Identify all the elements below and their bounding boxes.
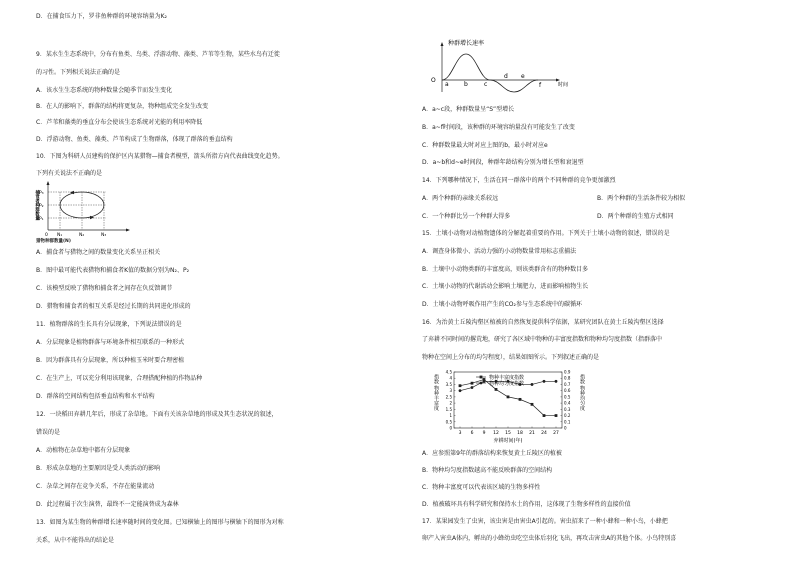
q9-option-a: A．该水生生态系统的物种数量会随季节而发生变化 — [36, 87, 173, 94]
chart16-ytick-left-label: 0 — [449, 425, 452, 431]
fig10-ytick-p3: P₃ — [39, 191, 44, 196]
q16-option-d: D．植被破坏具有科学研究和保持水土的作用，这体现了生物多样性的直接价值 — [422, 501, 631, 508]
chart16-point-evenness — [555, 380, 558, 383]
q14-option-c: C．一个种群比另一个种群大得多 — [422, 213, 511, 220]
fig13-point-c: c — [484, 81, 488, 88]
chart16-ytick-left-label: 4.5 — [445, 369, 452, 375]
q14-option-b: B．两个种群的生活条件较为相似 — [597, 195, 686, 202]
fig13-point-b: b — [464, 81, 468, 88]
q13-option-b: B．a~f时间段，该种群的环境容纳量没有可能发生了改变 — [422, 124, 575, 131]
chart16-point-evenness — [543, 380, 546, 383]
chart16-point-evenness — [483, 380, 486, 383]
q8-option-d: D．在捕食压力下，罗非鱼种群的环境容纳量为K₂ — [36, 13, 167, 20]
fig10-ytick-p1: P₁ — [39, 217, 44, 222]
q12-option-d: D．此过程属于次生演替，最终不一定能演替成为森林 — [36, 501, 179, 508]
chart16-point-evenness — [531, 383, 534, 386]
q9-option-d: D．浮游动物、鱼类、藻类、芦苇构成了生物群落，体现了群落的垂直结构 — [36, 136, 233, 143]
chart16-xtick-label: 24 — [541, 431, 547, 436]
q15-option-d: D．土壤小动物呼吸作用产生的CO₂参与生态系统中的碳循环 — [422, 301, 582, 308]
chart16-point-richness — [519, 398, 522, 401]
fig13-xlabel: 时间 — [558, 82, 569, 88]
q13-option-a: A．a~c段，种群数量呈“S”型增长 — [422, 106, 515, 113]
chart16-ytick-left-label: 3.5 — [445, 381, 452, 387]
fig13-point-d: d — [504, 73, 508, 80]
chart16-point-richness — [531, 403, 534, 406]
q9-option-b: B．在人的影响下，群落的结构将更复杂，物种组成完全发生改变 — [36, 103, 209, 110]
q9-option-c: C．芦苇和藻类的垂直分布会使该生态系统对光能的利用率降低 — [36, 119, 203, 126]
chart16-ytick-left-label: 1 — [449, 413, 452, 419]
q11-option-a: A．分层现象是植物群落与环境条件相互联系的一种形式 — [36, 339, 185, 346]
q13-stem-2: 关系，从中不能得出的结论是 — [36, 537, 115, 544]
chart16-point-richness — [471, 382, 474, 385]
q10-stem-1: 10．下图为科研人员建构的保护区内某猎物—捕食者模型，箭头所指方向代表曲线变化趋势。 — [36, 153, 284, 160]
fig10-xlabel: 猎物种群数量(N) — [36, 239, 71, 244]
q12-stem-2: 错误的是 — [36, 429, 61, 436]
chart16-xtick-label: 27 — [553, 431, 559, 436]
chart16-ytick-right-label: 0.5 — [564, 394, 571, 400]
q17-stem-2: 卵产入害虫A体内，孵出的小蜂幼虫吃空虫体后羽化飞出，再攻击害虫A的其他个体。小鸟特别喜 — [422, 535, 677, 542]
chart16-ytick-right-label: 0.1 — [564, 419, 571, 425]
chart16-ytick-left-label: 2.5 — [445, 394, 452, 400]
chart16-legend-label: 物种丰富度指数 — [489, 374, 525, 381]
q16-stem-2: 了弃耕不同时间的撂荒地，研究了各区域中物种的丰富度指数和物种均匀度指数（指群落中 — [422, 336, 663, 343]
fig10-xtick-n1: N₁ — [57, 233, 63, 238]
chart16-ytick-left-label: 3 — [449, 388, 452, 394]
chart16-point-richness — [543, 414, 546, 417]
chart16-legend-label: 物种均匀度指数 — [489, 380, 525, 387]
q11-option-c: C．在生产上，可以充分利用该现象，合理搭配种植的作物品种 — [36, 375, 203, 382]
q10-stem-2: 下列有关说法不正确的是 — [36, 170, 103, 177]
fig13-point-a: a — [445, 81, 449, 88]
chart16-xtick-label: 15 — [505, 431, 511, 436]
q12-option-a: A．动植物在杂草地中都有分层现象 — [36, 447, 131, 454]
richness-evenness-chart — [432, 366, 592, 446]
chart16-xlabel: 弃耕时间(年) — [493, 438, 523, 444]
q10-option-d: D．猎物和捕食者的相互关系是经过长期的共同进化形成的 — [36, 303, 191, 310]
chart16-ytick-left-label: 2 — [449, 400, 452, 406]
chart16-point-richness — [459, 384, 462, 387]
q15-option-b: B．土壤中小动物类群的丰富度高，则该类群含有的物种数目多 — [422, 266, 589, 273]
fig10-xtick-n2: N₂ — [79, 233, 85, 238]
right-column — [397, 0, 794, 562]
fig13-point-e: e — [521, 73, 525, 80]
chart16-point-richness — [507, 395, 510, 398]
q10-option-c: C．该模型反映了猎物和捕食者之间存在负反馈调节 — [36, 285, 173, 292]
chart16-ytick-right-label: 0 — [564, 425, 567, 431]
fig13-origin: O — [431, 77, 436, 84]
fig13-ylabel: 种群增长速率 — [448, 40, 485, 47]
q14-option-d: D．两个种群的生殖方式相同 — [597, 213, 674, 220]
q10-option-b: B．图中最可能代表猎物和捕食者K值的数据分别为N₂、P₂ — [36, 267, 189, 274]
q13-stem-1: 13．如图为某生物的种群增长速率随时间的变化图。已知横轴上的图形与横轴下的图形为对称 — [36, 519, 284, 526]
q11-stem: 11．植物群落的生长具有分层现象，下列说法错误的是 — [36, 321, 182, 328]
chart16-ytick-left-label: 4 — [449, 375, 452, 381]
chart16-xtick-label: 18 — [517, 431, 523, 436]
chart16-point-richness — [495, 388, 498, 391]
q14-option-a: A．两个种群的亲缘关系较远 — [422, 195, 499, 202]
chart16-point-richness — [555, 414, 558, 417]
q13-option-c: C．种群数量最大时对应上图的b，最小时对应e — [422, 142, 548, 149]
chart16-legend-marker-circle — [480, 382, 483, 385]
chart16-ytick-left-label: 1.5 — [445, 406, 452, 412]
fig13-y-arrow — [441, 42, 444, 46]
chart16-legend-marker-square — [480, 376, 483, 379]
chart16-xtick-label: 6 — [470, 431, 474, 436]
q15-option-a: A．调查身体微小、活动力强的小动物数量常用标志重捕法 — [422, 248, 577, 255]
q11-option-b: B．因为群落具有分层现象，所以种植玉米时要合理密植 — [36, 357, 185, 364]
q11-option-d: D．群落的空间结构包括垂直结构和水平结构 — [36, 393, 155, 400]
q16-option-a: A．应参照第9年的群落结构来恢复黄土丘陵区的植被 — [422, 450, 562, 457]
chart16-ytick-right-label: 0.9 — [564, 369, 571, 375]
q10-option-a: A．捕食者与猎物之间的数量变化关系呈正相关 — [36, 249, 161, 256]
fig13-point-f: f — [539, 82, 542, 89]
q16-option-c: C．物种丰富度可以代表该区域的生物多样性 — [422, 484, 541, 491]
chart16-ytick-right-label: 0.4 — [564, 400, 571, 406]
chart16-point-evenness — [459, 389, 462, 392]
chart16-xtick-label: 3 — [458, 431, 462, 436]
predator-prey-figure — [36, 180, 156, 238]
chart16-xtick-label: 21 — [529, 431, 535, 436]
fig10-ylabel-text: 捕食者种群数量 — [34, 190, 40, 221]
fig10-xtick-n3: N₃ — [101, 233, 107, 238]
fig10-y-arrow — [47, 181, 50, 185]
q9-stem-2: 的习性。下列相关说法正确的是 — [36, 69, 121, 76]
q16-option-b: B．物种均匀度指数越高不能反映群落的空间结构 — [422, 467, 553, 474]
growth-rate-figure — [428, 40, 588, 98]
q14-stem: 14．下列哪种情况下，生活在同一群落中的两个不同种群的竞争更加激烈 — [422, 177, 616, 184]
q15-stem: 15．土壤小动物对动植物遗体的分解起着重要的作用。下列关于土壤小动物的叙述，错误的是 — [422, 230, 670, 237]
chart16-ytick-right-label: 0.6 — [564, 388, 571, 394]
chart16-xtick-label: 9 — [482, 431, 486, 436]
fig10-x-arrow — [126, 229, 130, 232]
chart16-ylabel-right: 指数 物种均匀度 — [579, 374, 585, 411]
q12-option-c: C．杂草之间存在竞争关系，不存在能量流动 — [36, 483, 155, 490]
q15-option-c: C．土壤小动物的代谢活动会影响土壤肥力，进而影响植物生长 — [422, 283, 589, 290]
q16-stem-3: 物种在空间上分布的均匀程度），结果如图所示。下列叙述正确的是 — [422, 354, 600, 361]
fig10-ytick-p2: P₂ — [39, 204, 44, 209]
chart16-ytick-right-label: 0.7 — [564, 381, 571, 387]
q17-stem-1: 17．某果园发生了虫害，该虫害是由害虫A引起的。害虫招来了一种小蜂和一种小鸟，小蜂把 — [422, 518, 668, 525]
chart16-ylabel-left: 指数 物种丰富度 — [433, 374, 439, 411]
fig10-origin: 0 — [45, 233, 48, 238]
q12-option-b: B．形成杂草地的主要原因是受人类活动的影响 — [36, 465, 161, 472]
chart16-ytick-right-label: 0.2 — [564, 413, 571, 419]
chart16-point-evenness — [471, 386, 474, 389]
chart16-ytick-right-label: 0.3 — [564, 406, 571, 412]
chart16-ytick-left-label: 0.5 — [445, 419, 452, 425]
chart16-xtick-label: 12 — [493, 431, 499, 436]
q16-stem-1: 16．为治黄土丘陵沟壑区植被的自然恢复提供科学依据，某研究团队在黄土丘陵沟壑区选择 — [422, 319, 664, 326]
q12-stem-1: 12．一块稻田弃耕几年后，形成了杂草地。下面有关该杂草地的形成及其生态状况的叙述， — [36, 411, 278, 418]
q13-option-d: D．a~b和d~e时间段，种群年龄结构分别为增长型和衰退型 — [422, 159, 584, 166]
chart16-ytick-right-label: 0.8 — [564, 375, 571, 381]
q9-stem-1: 9．某水生生态系统中，分布有鱼类、鸟类、浮游动物、藻类、芦苇等生物，某些水鸟有迁徙 — [36, 51, 280, 58]
